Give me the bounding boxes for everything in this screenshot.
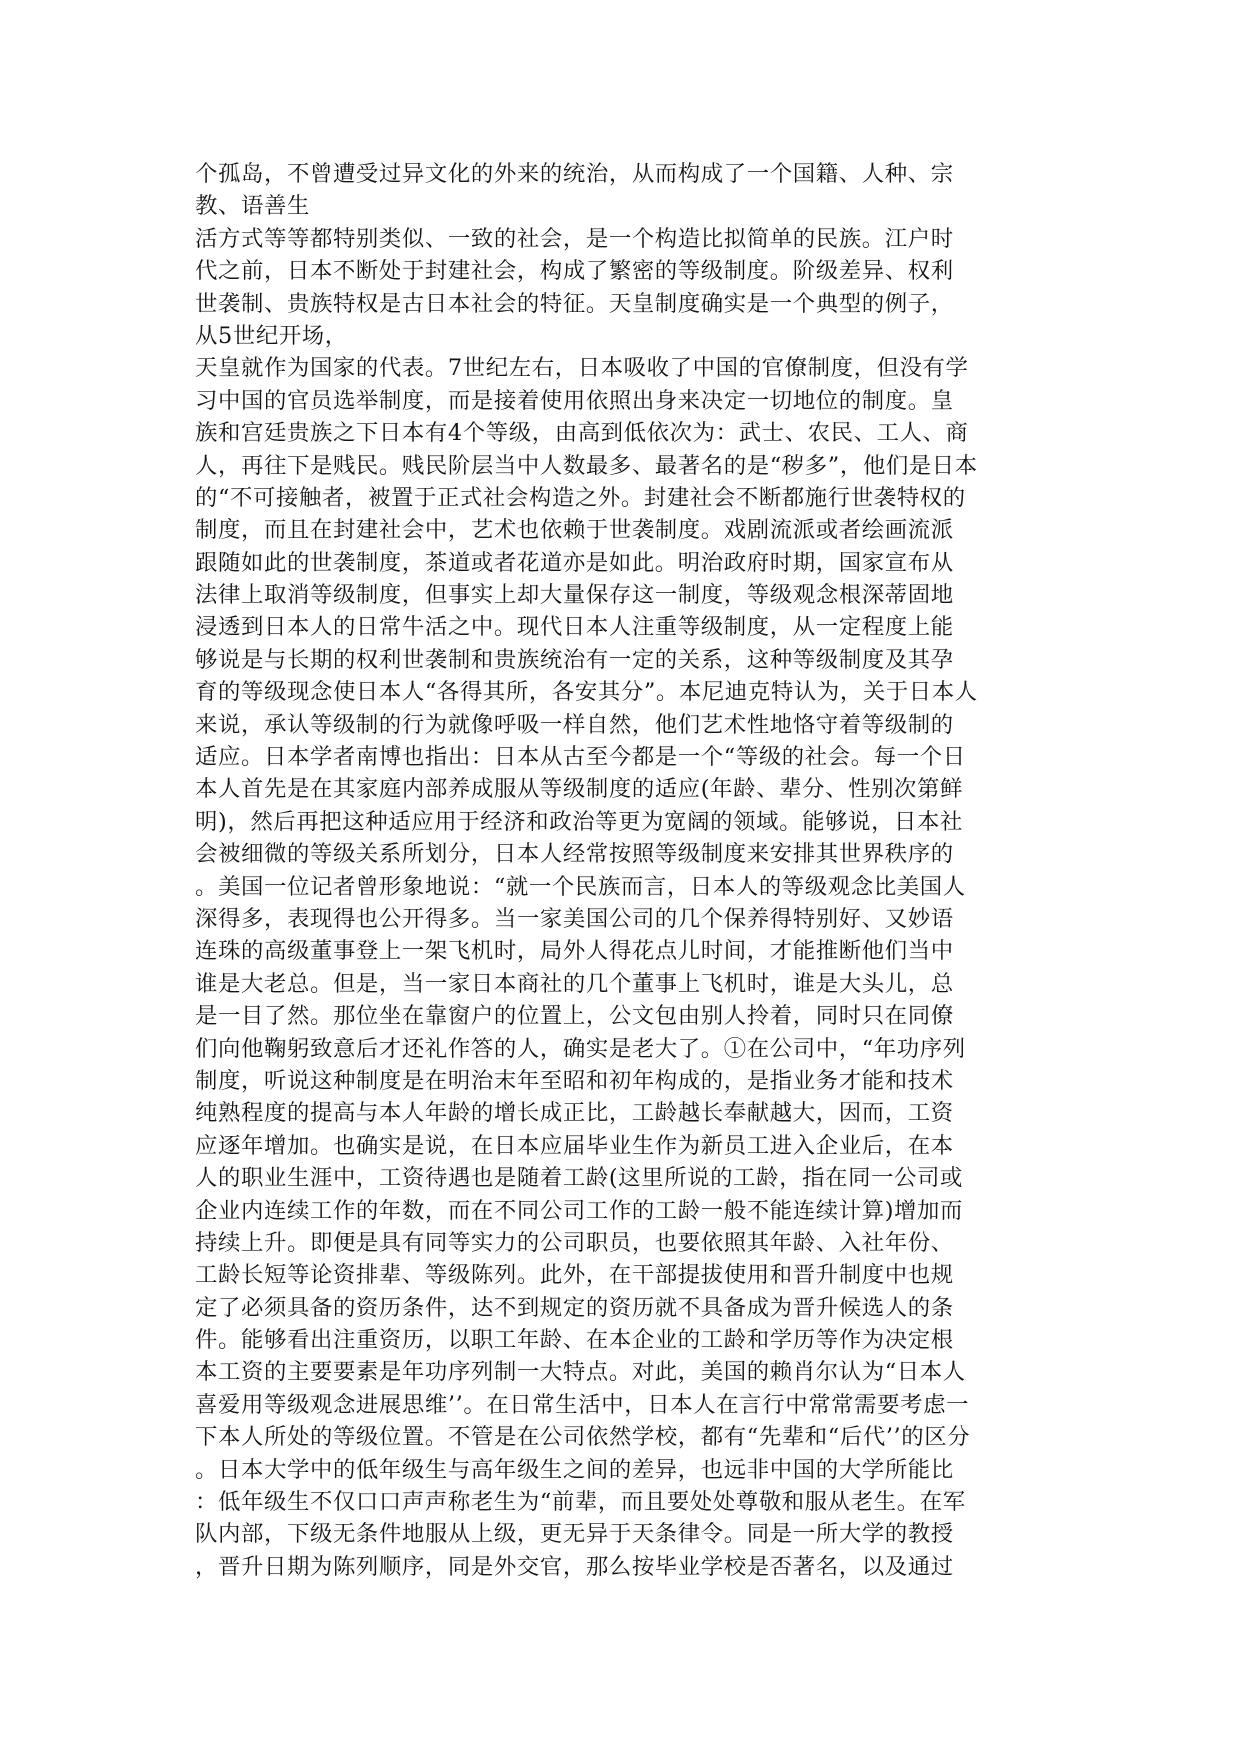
text-line: 育的等级现念使日本人“各得其所，各安其分”。本尼迪克特认为，关于日本人 [195, 679, 978, 706]
text-line: 法律上取消等级制度，但事实上却大量保存这一制度，等级观念根深蒂固地 [195, 582, 954, 609]
text-line: 的“不可接触者，被置于正式社会构造之外。封建社会不断都施行世袭特权的 [195, 484, 966, 511]
text-line: 谁是大老总。但是，当一家日本商社的几个董事上飞机时，谁是大头儿，总 [195, 970, 954, 997]
text-line: 族和宫廷贵族之下日本有4个等级，由高到低依次为：武士、农民、工人、商 [195, 420, 969, 447]
text-line: 本人首先是在其家庭内部养成服从等级制度的适应(年龄、辈分、性别次第鲜 [195, 776, 964, 803]
text-line: 世袭制、贵族特权是古日本社会的特征。天皇制度确实是一个典型的例子， [195, 290, 954, 317]
text-line: 浸透到日本人的日常牛活之中。现代日本人注重等级制度，从一定程度上能 [195, 614, 954, 641]
text-line: ，晋升日期为陈列顺序，同是外交官，那么按毕业学校是否著名，以及通过 [195, 1553, 954, 1580]
text-line: 队内部，下级无条件地服从上级，更无异于天条律令。同是一所大学的教授 [195, 1521, 954, 1548]
text-line: 下本人所处的等级位置。不管是在公司依然学校，都有“先辈和“后代’’的区分 [195, 1424, 971, 1451]
text-line: 持续上升。即便是具有同等实力的公司职员，也要依照其年龄、入社年份、 [195, 1229, 954, 1256]
text-line: 代之前，日本不断处于封建社会，构成了繁密的等级制度。阶级差异、权利 [195, 258, 954, 285]
text-line: 是一目了然。那位坐在靠窗户的位置上，公文包由别人拎着，同时只在同僚 [195, 1003, 954, 1030]
text-line: ：低年级生不仅口口声声称老生为“前辈，而且要处处尊敬和服从老生。在军 [195, 1489, 966, 1516]
text-line: 定了必须具备的资历条件，达不到规定的资历就不具备成为晋升候选人的条 [195, 1294, 954, 1321]
document-page [195, 158, 1055, 1583]
text-line: 会被细微的等级关系所划分，日本人经常按照等级制度来安排其世界秩序的 [195, 841, 954, 868]
text-line: 深得多，表现得也公开得多。当一家美国公司的几个保养得特别好、又妙语 [195, 905, 954, 932]
text-line: 活方式等等都特别类似、一致的社会，是一个构造比拟简单的民族。江户时 [195, 225, 954, 252]
text-line: 。美国一位记者曾形象地说：“就一个民族而言，日本人的等级观念比美国人 [195, 873, 966, 900]
text-line: 本工资的主要要素是年功序列制一大特点。对此，美国的赖肖尔认为“日本人 [195, 1359, 966, 1386]
text-line: 应逐年增加。也确实是说，在日本应届毕业生作为新员工进入企业后，在本 [195, 1132, 954, 1159]
text-line: 工龄长短等论资排辈、等级陈列。此外，在干部提拔使用和晋升制度中也规 [195, 1262, 954, 1289]
text-line: 喜爱用等级观念进展思维’’。在日常生活中，日本人在言行中常常需要考虑一 [195, 1391, 970, 1418]
text-line: 制度，而且在封建社会中，艺术也依赖于世袭制度。戏剧流派或者绘画流派 [195, 517, 954, 544]
text-line: 跟随如此的世袭制度，茶道或者花道亦是如此。明治政府时期，国家宣布从 [195, 549, 954, 576]
text-line: 来说，承认等级制的行为就像呼吸一样自然，他们艺术性地恪守着等级制的 [195, 711, 954, 738]
text-line: 们向他鞠躬致意后才还礼作答的人，确实是老大了。①在公司中，“年功序列 [195, 1035, 966, 1062]
text-line: 人，再往下是贱民。贱民阶层当中人数最多、最著名的是“秽多”，他们是日本 [195, 452, 978, 479]
text-line: 习中国的官员选举制度，而是接着使用依照出身来决定一切地位的制度。皇 [195, 387, 954, 414]
text-line: 从5世纪开场， [195, 322, 348, 349]
text-line: 适应。日本学者南博也指出：日本从古至今都是一个“等级的社会。每一个日 [195, 744, 966, 771]
text-line: 。日本大学中的低年级生与高年级生之间的差异，也远非中国的大学所能比 [195, 1456, 954, 1483]
text-line: 够说是与长期的权利世袭制和贵族统治有一定的关系，这种等级制度及其孕 [195, 646, 954, 673]
text-line: 教、语善生 [195, 193, 310, 220]
text-line: 连珠的高级董事登上一架飞机时，局外人得花点儿时间，才能推断他们当中 [195, 938, 954, 965]
text-line: 人的职业生涯中，工资待遇也是随着工龄(这里所说的工龄，指在同一公司或 [195, 1165, 964, 1192]
text-line: 明)，然后再把这种适应用于经济和政治等更为宽阔的领域。能够说，日本社 [195, 808, 964, 835]
text-line: 天皇就作为国家的代表。7世纪左右，日本吸收了中国的官僚制度，但没有学 [195, 355, 969, 382]
text-line: 制度，听说这种制度是在明治末年至昭和初年构成的，是指业务才能和技术 [195, 1067, 954, 1094]
text-line: 个孤岛，不曾遭受过异文化的外来的统治，从而构成了一个国籍、人种、宗 [195, 161, 954, 187]
text-line: 企业内连续工作的年数，而在不同公司工作的工龄一般不能连续计算)增加而 [195, 1197, 964, 1224]
text-line: 纯熟程度的提高与本人年龄的增长成正比，工龄越长奉献越大，因而，工资 [195, 1100, 954, 1127]
text-line: 件。能够看出注重资历，以职工年龄、在本企业的工龄和学历等作为决定根 [195, 1327, 954, 1354]
